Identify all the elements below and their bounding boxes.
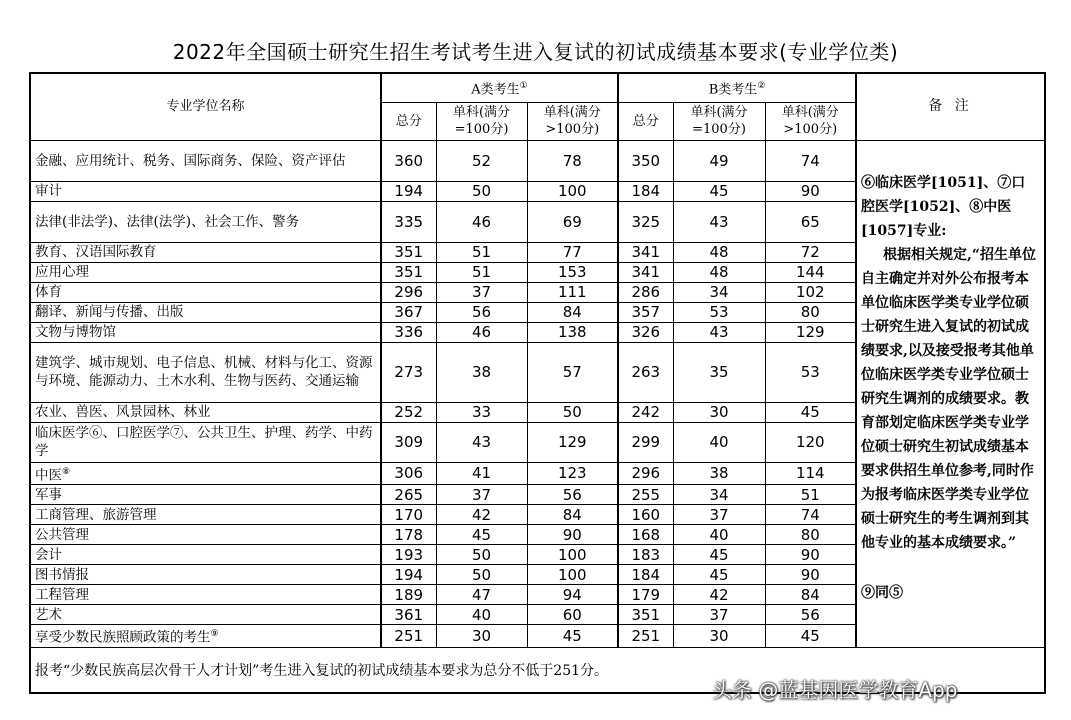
b-single-100: 43 xyxy=(673,201,765,242)
a-total: 360 xyxy=(381,140,436,181)
b-total: 160 xyxy=(618,505,673,525)
a-single-100: 37 xyxy=(436,485,527,505)
a-total: 251 xyxy=(381,625,436,648)
a-single-100: 50 xyxy=(436,545,527,565)
a-single-100: 40 xyxy=(436,605,527,625)
a-single-100: 46 xyxy=(436,201,527,242)
b-single-100: 48 xyxy=(673,262,765,282)
a-single-gt100: 100 xyxy=(527,545,618,565)
b-single-gt100: 80 xyxy=(765,302,856,322)
b-single-100: 43 xyxy=(673,322,765,342)
a-single-gt100: 56 xyxy=(527,485,618,505)
row-name: 艺术 xyxy=(30,605,381,625)
b-total: 263 xyxy=(618,342,673,402)
b-single-gt100: 84 xyxy=(765,585,856,605)
header-notes: 备 注 xyxy=(856,73,1045,140)
header-name-col: 专业学位名称 xyxy=(30,73,381,140)
a-single-100: 30 xyxy=(436,625,527,648)
a-single-100: 46 xyxy=(436,322,527,342)
header-b-single-100: 单科(满分 =100分) xyxy=(673,102,765,140)
b-single-gt100: 129 xyxy=(765,322,856,342)
b-single-100: 53 xyxy=(673,302,765,322)
a-total: 336 xyxy=(381,322,436,342)
score-table-wrapper xyxy=(29,72,1044,699)
a-single-100: 42 xyxy=(436,505,527,525)
a-single-gt100: 57 xyxy=(527,342,618,402)
row-name: 金融、应用统计、税务、国际商务、保险、资产评估 xyxy=(30,140,381,181)
a-single-100: 50 xyxy=(436,181,527,201)
b-single-gt100: 45 xyxy=(765,625,856,648)
a-single-gt100: 60 xyxy=(527,605,618,625)
a-total: 252 xyxy=(381,402,436,422)
b-total: 357 xyxy=(618,302,673,322)
b-single-100: 48 xyxy=(673,242,765,262)
a-single-gt100: 84 xyxy=(527,302,618,322)
b-total: 341 xyxy=(618,242,673,262)
b-total: 299 xyxy=(618,422,673,462)
b-single-gt100: 74 xyxy=(765,505,856,525)
a-total: 351 xyxy=(381,242,436,262)
row-name: 审计 xyxy=(30,181,381,201)
b-total: 255 xyxy=(618,485,673,505)
b-single-100: 34 xyxy=(673,485,765,505)
a-single-100: 33 xyxy=(436,402,527,422)
a-single-100: 52 xyxy=(436,140,527,181)
row-name: 建筑学、城市规划、电子信息、机械、材料与化工、资源与环境、能源动力、土木水利、生物与医药、交通运输 xyxy=(30,342,381,402)
b-single-gt100: 45 xyxy=(765,402,856,422)
a-single-100: 45 xyxy=(436,525,527,545)
row-name: 翻译、新闻与传播、出版 xyxy=(30,302,381,322)
a-single-gt100: 94 xyxy=(527,585,618,605)
a-total: 193 xyxy=(381,545,436,565)
a-single-gt100: 69 xyxy=(527,201,618,242)
a-single-gt100: 84 xyxy=(527,505,618,525)
row-name: 军事 xyxy=(30,485,381,505)
a-single-gt100: 138 xyxy=(527,322,618,342)
header-a-single-gt100: 单科(满分 >100分) xyxy=(527,102,618,140)
row-name: 法律(非法学)、法律(法学)、社会工作、警务 xyxy=(30,201,381,242)
b-single-gt100: 80 xyxy=(765,525,856,545)
header-group-b: B类考生② xyxy=(618,73,856,102)
b-single-gt100: 65 xyxy=(765,201,856,242)
b-single-100: 35 xyxy=(673,342,765,402)
watermark: 头条 @蓝基因医学教育App xyxy=(712,678,958,702)
b-single-gt100: 51 xyxy=(765,485,856,505)
a-single-gt100: 50 xyxy=(527,402,618,422)
row-name: 会计 xyxy=(30,545,381,565)
b-single-gt100: 56 xyxy=(765,605,856,625)
b-single-100: 45 xyxy=(673,181,765,201)
b-total: 183 xyxy=(618,545,673,565)
b-single-gt100: 90 xyxy=(765,545,856,565)
score-table xyxy=(29,72,1046,694)
a-single-100: 50 xyxy=(436,565,527,585)
a-total: 309 xyxy=(381,422,436,462)
b-total: 326 xyxy=(618,322,673,342)
footer-note: 报考“少数民族高层次骨干人才计划”考生进入复试的初试成绩基本要求为总分不低于251分。 xyxy=(30,647,1045,693)
a-total: 178 xyxy=(381,525,436,545)
a-total: 194 xyxy=(381,181,436,201)
b-single-100: 40 xyxy=(673,525,765,545)
b-total: 350 xyxy=(618,140,673,181)
b-single-gt100: 120 xyxy=(765,422,856,462)
b-single-gt100: 53 xyxy=(765,342,856,402)
a-single-gt100: 123 xyxy=(527,462,618,485)
notes-line2: 根据相关规定,“招生单位自主确定并对外公布报考本单位临床医学类专业学位硕士研究生进入复试的初试成绩要求,以及接受报考其他单位临床医学类专业学位硕士研究生调剂的成绩要求。教育部划定临床医学类专业学位硕士研究生初试成绩基本要求供招生单位参考,同时作为报考临床医学类专业学位硕士研究生的考生调剂到其他专业的基本成绩要求。” xyxy=(861,246,1036,551)
b-single-gt100: 74 xyxy=(765,140,856,181)
a-total: 170 xyxy=(381,505,436,525)
header-a-single-100: 单科(满分 =100分) xyxy=(436,102,527,140)
b-total: 184 xyxy=(618,181,673,201)
table-row xyxy=(30,140,1045,181)
notes-cell xyxy=(856,140,1045,647)
a-single-100: 51 xyxy=(436,262,527,282)
b-total: 242 xyxy=(618,402,673,422)
a-single-100: 51 xyxy=(436,242,527,262)
a-single-100: 43 xyxy=(436,422,527,462)
a-total: 335 xyxy=(381,201,436,242)
row-name: 享受少数民族照顾政策的考生⑨ xyxy=(30,625,381,648)
row-name: 工商管理、旅游管理 xyxy=(30,505,381,525)
a-single-gt100: 153 xyxy=(527,262,618,282)
b-single-100: 40 xyxy=(673,422,765,462)
a-single-gt100: 129 xyxy=(527,422,618,462)
row-name: 应用心理 xyxy=(30,262,381,282)
a-single-100: 41 xyxy=(436,462,527,485)
a-total: 361 xyxy=(381,605,436,625)
notes-line3: ⑨同⑤ xyxy=(861,584,904,601)
row-name: 教育、汉语国际教育 xyxy=(30,242,381,262)
b-total: 179 xyxy=(618,585,673,605)
b-single-100: 42 xyxy=(673,585,765,605)
b-single-100: 45 xyxy=(673,565,765,585)
header-group-a: A类考生① xyxy=(381,73,618,102)
b-single-100: 34 xyxy=(673,282,765,302)
a-total: 351 xyxy=(381,262,436,282)
a-single-100: 47 xyxy=(436,585,527,605)
row-name: 公共管理 xyxy=(30,525,381,545)
b-single-100: 30 xyxy=(673,625,765,648)
a-total: 194 xyxy=(381,565,436,585)
b-single-100: 49 xyxy=(673,140,765,181)
a-single-100: 38 xyxy=(436,342,527,402)
a-single-gt100: 78 xyxy=(527,140,618,181)
row-name: 农业、兽医、风景园林、林业 xyxy=(30,402,381,422)
b-single-gt100: 102 xyxy=(765,282,856,302)
row-name: 文物与博物馆 xyxy=(30,322,381,342)
b-total: 351 xyxy=(618,605,673,625)
a-single-gt100: 77 xyxy=(527,242,618,262)
a-single-gt100: 90 xyxy=(527,525,618,545)
a-total: 296 xyxy=(381,282,436,302)
row-name: 临床医学⑥、口腔医学⑦、公共卫生、护理、药学、中药学 xyxy=(30,422,381,462)
b-total: 286 xyxy=(618,282,673,302)
row-name: 中医⑧ xyxy=(30,462,381,485)
a-single-100: 56 xyxy=(436,302,527,322)
row-name: 工程管理 xyxy=(30,585,381,605)
header-b-total: 总分 xyxy=(618,102,673,140)
b-single-100: 38 xyxy=(673,462,765,485)
b-single-100: 30 xyxy=(673,402,765,422)
a-single-gt100: 45 xyxy=(527,625,618,648)
b-total: 168 xyxy=(618,525,673,545)
header-b-single-gt100: 单科(满分 >100分) xyxy=(765,102,856,140)
a-single-gt100: 111 xyxy=(527,282,618,302)
b-single-100: 45 xyxy=(673,545,765,565)
b-single-gt100: 144 xyxy=(765,262,856,282)
a-total: 273 xyxy=(381,342,436,402)
b-single-100: 37 xyxy=(673,505,765,525)
b-single-100: 37 xyxy=(673,605,765,625)
b-total: 184 xyxy=(618,565,673,585)
b-single-gt100: 90 xyxy=(765,181,856,201)
b-single-gt100: 72 xyxy=(765,242,856,262)
b-total: 296 xyxy=(618,462,673,485)
a-total: 367 xyxy=(381,302,436,322)
b-total: 251 xyxy=(618,625,673,648)
header-a-total: 总分 xyxy=(381,102,436,140)
page-title: 2022年全国硕士研究生招生考试考生进入复试的初试成绩基本要求(专业学位类) xyxy=(172,40,899,64)
a-total: 189 xyxy=(381,585,436,605)
row-name: 体育 xyxy=(30,282,381,302)
a-single-gt100: 100 xyxy=(527,181,618,201)
b-total: 341 xyxy=(618,262,673,282)
a-single-100: 37 xyxy=(436,282,527,302)
b-single-gt100: 114 xyxy=(765,462,856,485)
notes-line1: ⑥临床医学[1051]、⑦口腔医学[1052]、⑧中医[1057]专业: xyxy=(861,174,1026,239)
a-total: 306 xyxy=(381,462,436,485)
a-single-gt100: 100 xyxy=(527,565,618,585)
row-name: 图书情报 xyxy=(30,565,381,585)
a-total: 265 xyxy=(381,485,436,505)
b-total: 325 xyxy=(618,201,673,242)
b-single-gt100: 90 xyxy=(765,565,856,585)
